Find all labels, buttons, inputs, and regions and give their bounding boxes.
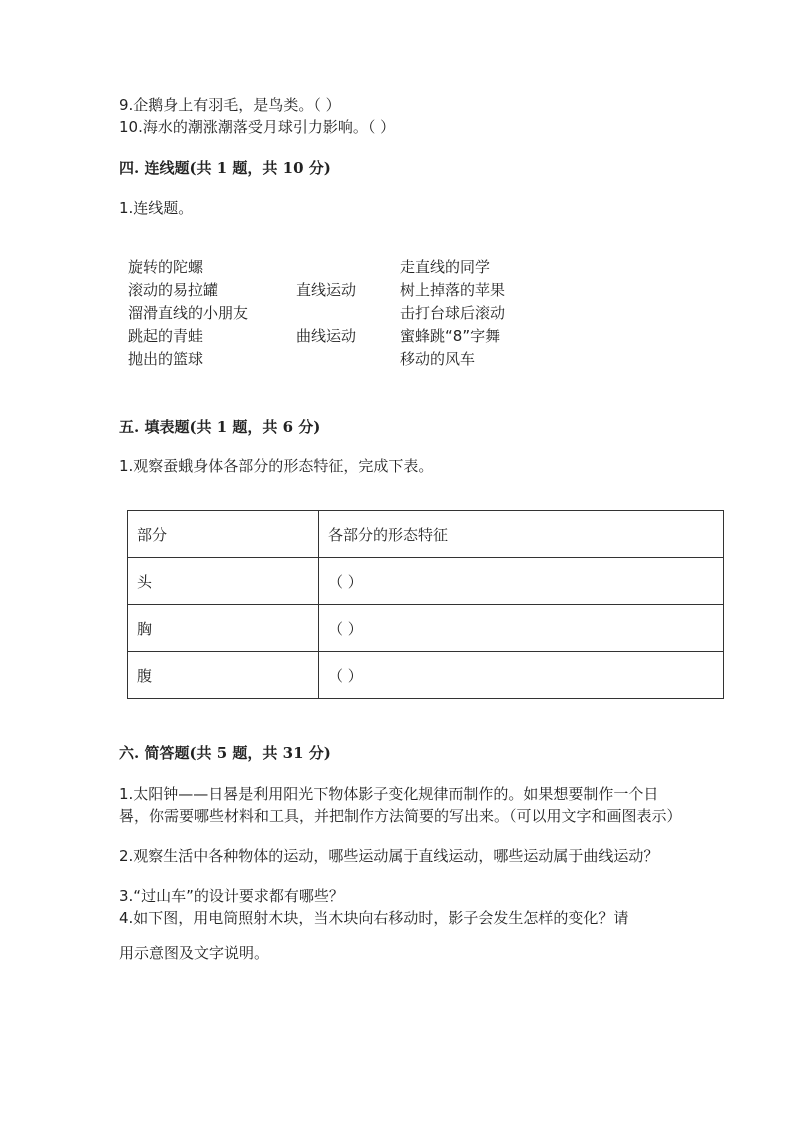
table-header-row — [128, 511, 724, 558]
table-cell-answer: （ ） — [319, 558, 724, 605]
question-table: 1.观察蚕蛾身体各部分的形态特征，完成下表。 — [119, 457, 434, 475]
matching-left-item: 滚动的易拉罐 — [128, 281, 219, 299]
tf-item-9: 9.企鹅身上有羽毛，是鸟类。（ ） — [119, 96, 341, 114]
table-cell-part: 胸 — [128, 605, 319, 652]
matching-right-item: 击打台球后滚动 — [400, 304, 506, 322]
table-row — [128, 605, 724, 652]
table-row — [128, 558, 724, 605]
table-cell-answer: （ ） — [319, 605, 724, 652]
matching-left-item: 跳起的青蛙 — [128, 327, 204, 345]
matching-right-item: 移动的风车 — [400, 350, 476, 368]
silkmoth-trait-table — [127, 510, 724, 699]
short-answer-q1: 1.太阳钟——日晷是利用阳光下物体影子变化规律而制作的。如果想要制作一个日晷，你需要哪些材料和工具，并把制作方法简要的写出来。（可以用文字和画图表示） — [119, 785, 682, 825]
short-answer-q4-line1: 4.如下图，用电筒照射木块，当木块向右移动时，影子会发生怎样的变化？请 — [119, 909, 629, 927]
section-heading-table: 五. 填表题(共 1 题，共 6 分) — [119, 418, 321, 436]
matching-left-column — [128, 256, 248, 371]
section-heading-matching: 四. 连线题(共 1 题，共 10 分) — [119, 159, 331, 177]
matching-middle-item: 直线运动 — [296, 281, 357, 299]
table-cell-answer: （ ） — [319, 652, 724, 699]
short-answer-q4-line2: 用示意图及文字说明。 — [119, 944, 270, 962]
table-header-cell: 部分 — [128, 511, 319, 558]
matching-left-item: 旋转的陀螺 — [128, 258, 204, 276]
tf-item-10: 10.海水的潮涨潮落受月球引力影响。（ ） — [119, 118, 396, 136]
matching-right-item: 走直线的同学 — [400, 258, 491, 276]
short-answer-q3: 3.“过山车”的设计要求都有哪些？ — [119, 887, 344, 905]
section-heading-short-answer: 六. 简答题(共 5 题，共 31 分) — [119, 744, 331, 762]
matching-middle-item: 曲线运动 — [296, 327, 357, 345]
matching-left-item: 溜滑直线的小朋友 — [128, 304, 249, 322]
matching-left-item: 抛出的篮球 — [128, 350, 204, 368]
table-cell-part: 腹 — [128, 652, 319, 699]
matching-right-item: 树上掉落的苹果 — [400, 281, 506, 299]
table-row — [128, 652, 724, 699]
matching-right-item: 蜜蜂跳“8”字舞 — [400, 327, 501, 345]
question-matching: 1.连线题。 — [119, 199, 194, 217]
table-header-cell: 各部分的形态特征 — [319, 511, 724, 558]
short-answer-q2: 2.观察生活中各种物体的运动，哪些运动属于直线运动，哪些运动属于曲线运动？ — [119, 847, 659, 865]
matching-right-column — [400, 256, 505, 371]
table-cell-part: 头 — [128, 558, 319, 605]
